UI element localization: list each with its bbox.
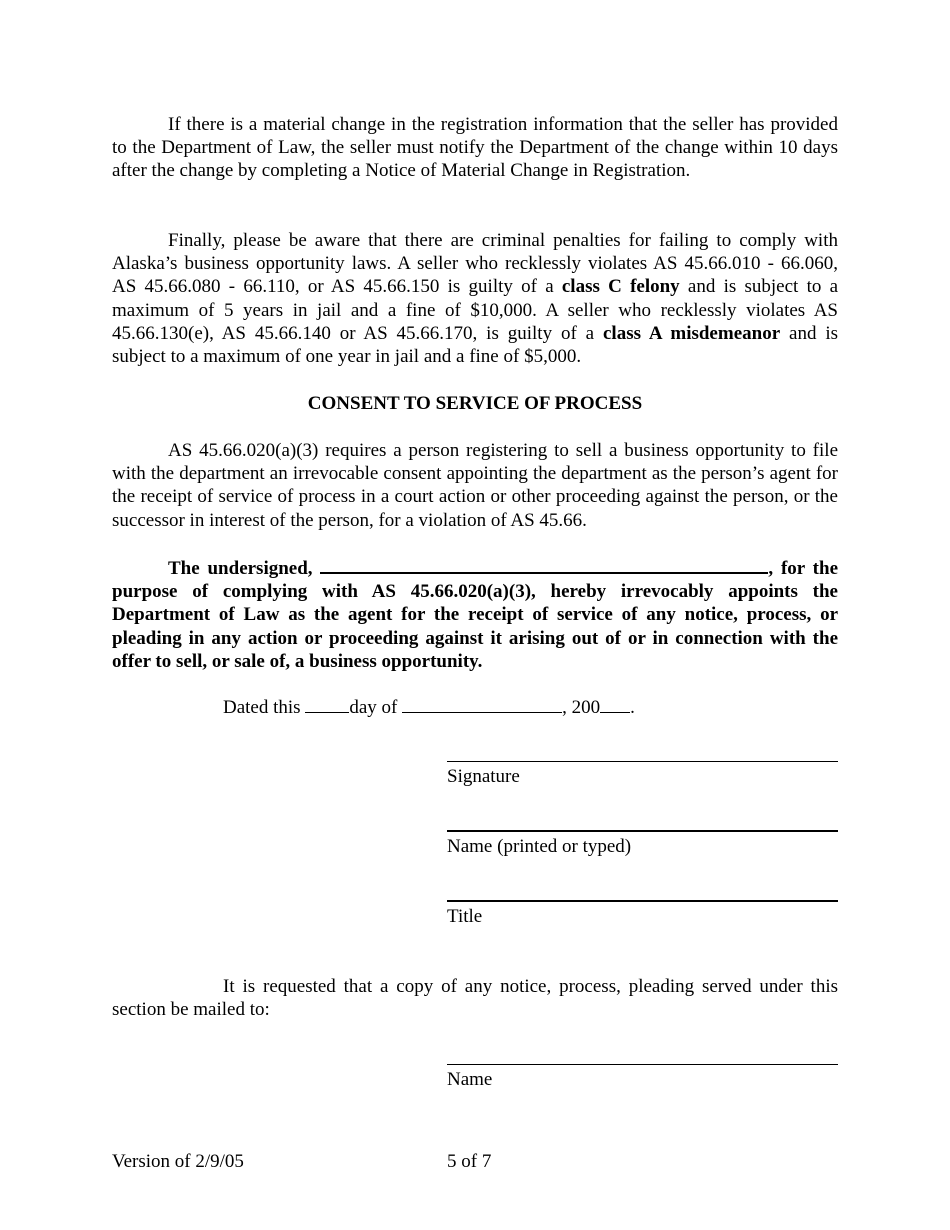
mail-request-paragraph: It is requested that a copy of any notice, process, pleading served under this section be mailed to: [112,976,838,1021]
penalties-text-3: and is subject to a maximum of one year in jail and a fine of $5,000. [112,322,839,368]
penalties-text-2: and is subject to a maximum of 5 years in jail and a fine of $10,000. A seller who recklessly violates AS 45.66.130(e), AS 45.66.140 or AS 45.66.170, is guilty of a [112,276,839,344]
dated-period: . [630,697,635,718]
class-a-misdemeanor-text: class A misdemeanor [602,322,781,344]
material-change-paragraph: If there is a material change in the registration information that the seller has provided to the Department of Law, the seller must notify the Department of the change within 10 days after the change by completing a Notice of Material Change in Registration. [112,114,838,182]
signature-line[interactable] [447,761,838,762]
title-label: Title [447,906,483,927]
dated-prefix: Dated this [223,697,306,718]
year-prefix: , 200 [562,697,601,718]
signature-label: Signature [447,766,520,787]
page-number: 5 of 7 [447,1151,492,1172]
class-c-felony-text: class C felony [561,276,680,298]
consent-rest: , for the purpose of complying with AS 45.66.020(a)(3), hereby irrevocably appoints the Department of Law as the agent for the receipt of service of any notice, process, or pleading in any action or proceeding against it arising out of or in connection with the offer to sell, or sale of, a business opportunity. [112,558,839,672]
day-blank[interactable] [305,695,349,713]
penalties-text-1: Finally, please be aware that there are criminal penalties for failing to comply with Alaska’s business opportunity laws. A seller who recklessly violates AS 45.66.010 - 66.060, AS 45.66.080 - 66.110, or AS 45.66.150 is guilty of a [112,230,838,298]
printed-name-line[interactable] [447,830,838,832]
mail-name-label: Name [447,1069,493,1090]
statute-paragraph: AS 45.66.020(a)(3) requires a person registering to sell a business opportunity to file with the department an irrevocable consent appointing the department as the person’s agent for the receipt of service of process in a court action or other proceeding against the person, or the successor in interest of the person, for a violation of AS 45.66. [112,440,838,531]
version-footer: Version of 2/9/05 [112,1151,244,1172]
day-of-text: day of [349,697,403,718]
dated-line [223,695,635,719]
section-heading: CONSENT TO SERVICE OF PROCESS [307,393,643,414]
mail-name-line[interactable] [447,1064,838,1065]
title-line[interactable] [447,900,838,902]
printed-name-label: Name (printed or typed) [447,836,632,857]
consent-paragraph [112,555,838,673]
undersigned-name-blank[interactable] [320,555,768,574]
criminal-penalties-paragraph [112,229,838,368]
consent-lead: The undersigned, [168,558,321,579]
month-blank[interactable] [402,695,562,713]
year-blank[interactable] [600,695,630,713]
